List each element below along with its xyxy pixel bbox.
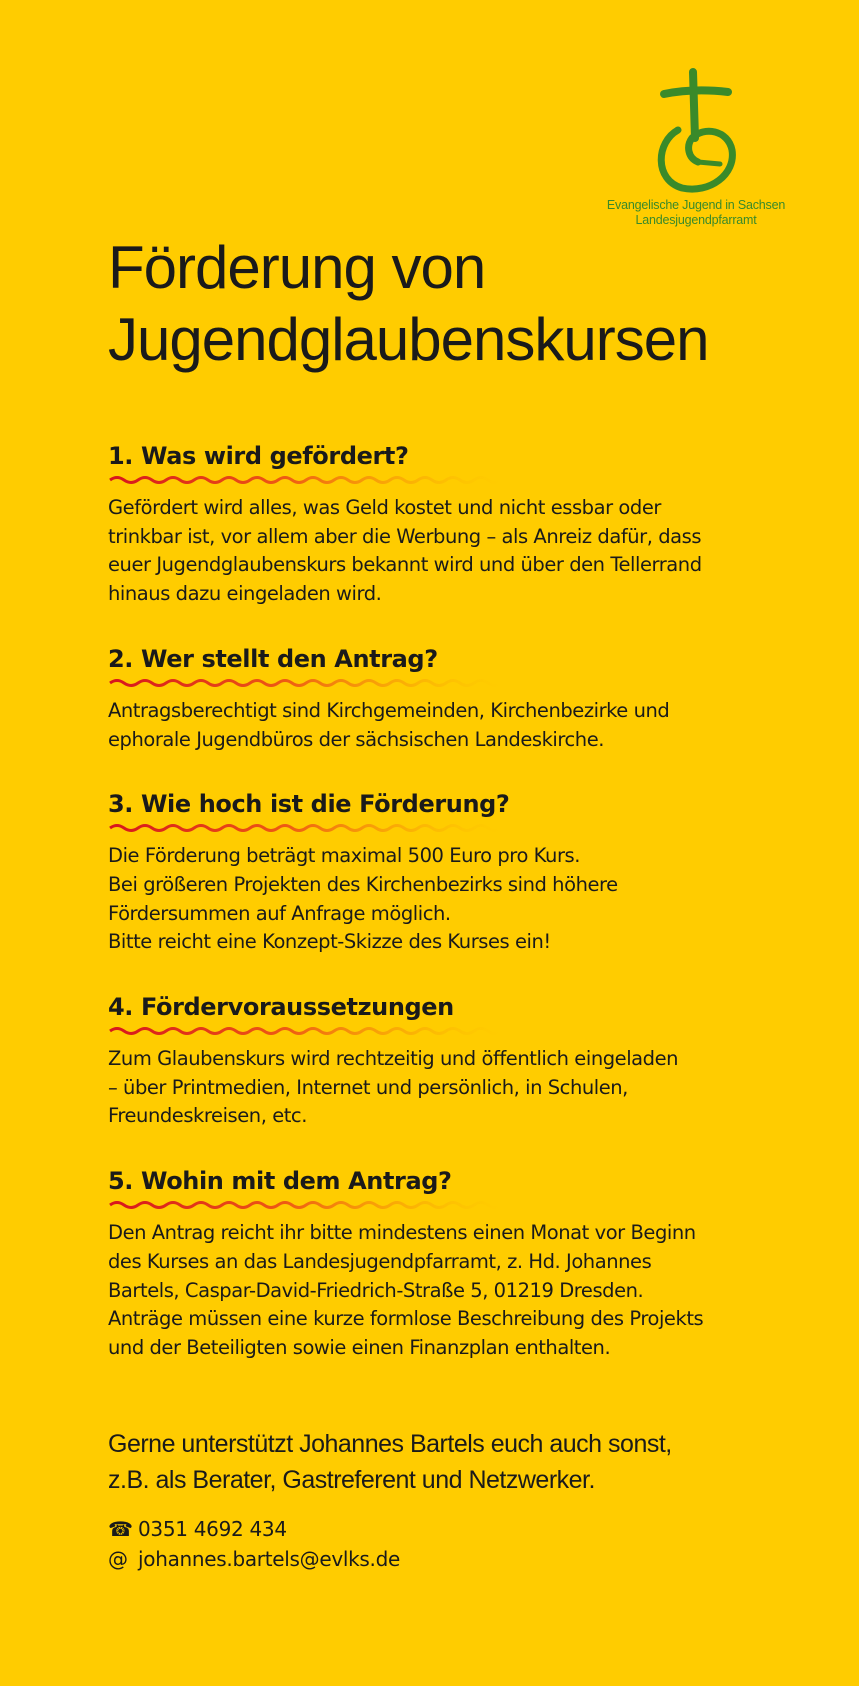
text-line: Den Antrag reicht ihr bitte mindestens einen Monat vor Beginn — [108, 1221, 696, 1245]
section-5 — [108, 1165, 808, 1363]
at-icon: @ — [108, 1547, 128, 1571]
support-line-1: Gerne unterstützt Johannes Bartels euch auch sonst, — [108, 1430, 672, 1458]
text-line: Fördersummen auf Anfrage möglich. — [108, 901, 451, 925]
logo-text — [596, 198, 796, 228]
section-heading: 1. Was wird gefördert? — [108, 442, 409, 470]
section-3 — [108, 788, 808, 957]
text-line: Freundeskreisen, etc. — [108, 1104, 307, 1128]
wave-divider — [108, 474, 508, 486]
phone-number[interactable]: 0351 4692 434 — [138, 1517, 287, 1541]
section-1 — [108, 440, 808, 609]
support-line-2: z.B. als Berater, Gastreferent und Netzwerker. — [108, 1466, 595, 1494]
section-heading: 4. Fördervoraussetzungen — [108, 993, 454, 1022]
section-text — [108, 842, 808, 957]
wave-divider — [108, 1025, 508, 1037]
section-text — [108, 1219, 808, 1363]
cross-circle-logo-icon — [648, 68, 744, 196]
text-line: Gefördert wird alles, was Geld kostet und nicht essbar oder — [108, 496, 661, 519]
phone-icon: ☎ — [108, 1517, 133, 1541]
section-heading: 5. Wohin mit dem Antrag? — [108, 1167, 452, 1196]
page-title — [108, 232, 708, 376]
email-link[interactable]: johannes.bartels@evlks.de — [138, 1547, 401, 1571]
phone-row — [108, 1514, 400, 1544]
wave-divider — [108, 677, 508, 689]
title-line-1: Förderung von — [108, 234, 486, 301]
text-line: – über Printmedien, Internet und persönlich, in Schulen, — [108, 1075, 628, 1099]
logo-line-1: Evangelische Jugend in Sachsen — [606, 198, 786, 212]
section-heading: 3. Wie hoch ist die Förderung? — [108, 790, 510, 819]
text-line: Anträge müssen eine kurze formlose Beschreibung des Projekts — [108, 1307, 704, 1331]
text-line: euer Jugendglaubenskurs bekannt wird und über den Tellerrand — [108, 553, 702, 577]
section-2 — [108, 643, 808, 754]
section-text — [108, 494, 808, 609]
text-line: hinaus dazu eingeladen wird. — [108, 582, 382, 606]
section-text — [108, 697, 808, 754]
support-text — [108, 1426, 672, 1498]
section-4 — [108, 991, 808, 1131]
text-line: Bei größeren Projekten des Kirchenbezirks sind höhere — [108, 872, 618, 896]
text-line: Die Förderung beträgt maximal 500 Euro pro Kurs. — [108, 844, 580, 868]
text-line: ephorale Jugendbüros der sächsischen Landeskirche. — [108, 727, 605, 751]
text-line: trinkbar ist, vor allem aber die Werbung – als Anreiz dafür, dass — [108, 524, 702, 548]
email-row — [108, 1544, 400, 1574]
text-line: Zum Glaubenskurs wird rechtzeitig und öffentlich eingeladen — [108, 1047, 679, 1071]
wave-divider — [108, 822, 508, 834]
section-heading: 2. Wer stellt den Antrag? — [108, 644, 438, 673]
wave-divider — [108, 1199, 508, 1211]
contact-info — [108, 1514, 400, 1574]
logo-line-2: Landesjugendpfarramt — [635, 213, 757, 227]
text-line: Antragsberechtigt sind Kirchgemeinden, Kirchenbezirke und — [108, 698, 670, 722]
logo — [596, 64, 796, 234]
text-line: und der Beteiligten sowie einen Finanzplan enthalten. — [108, 1335, 611, 1359]
text-line: des Kurses an das Landesjugendpfarramt, z. Hd. Johannes — [108, 1249, 652, 1273]
title-line-2: Jugendglaubenskursen — [108, 306, 709, 373]
sections — [108, 440, 808, 1397]
text-line: Bitte reicht eine Konzept-Skizze des Kurses ein! — [108, 930, 551, 954]
section-text — [108, 1045, 808, 1131]
text-line: Bartels, Caspar-David-Friedrich-Straße 5, 01219 Dresden. — [108, 1278, 644, 1302]
